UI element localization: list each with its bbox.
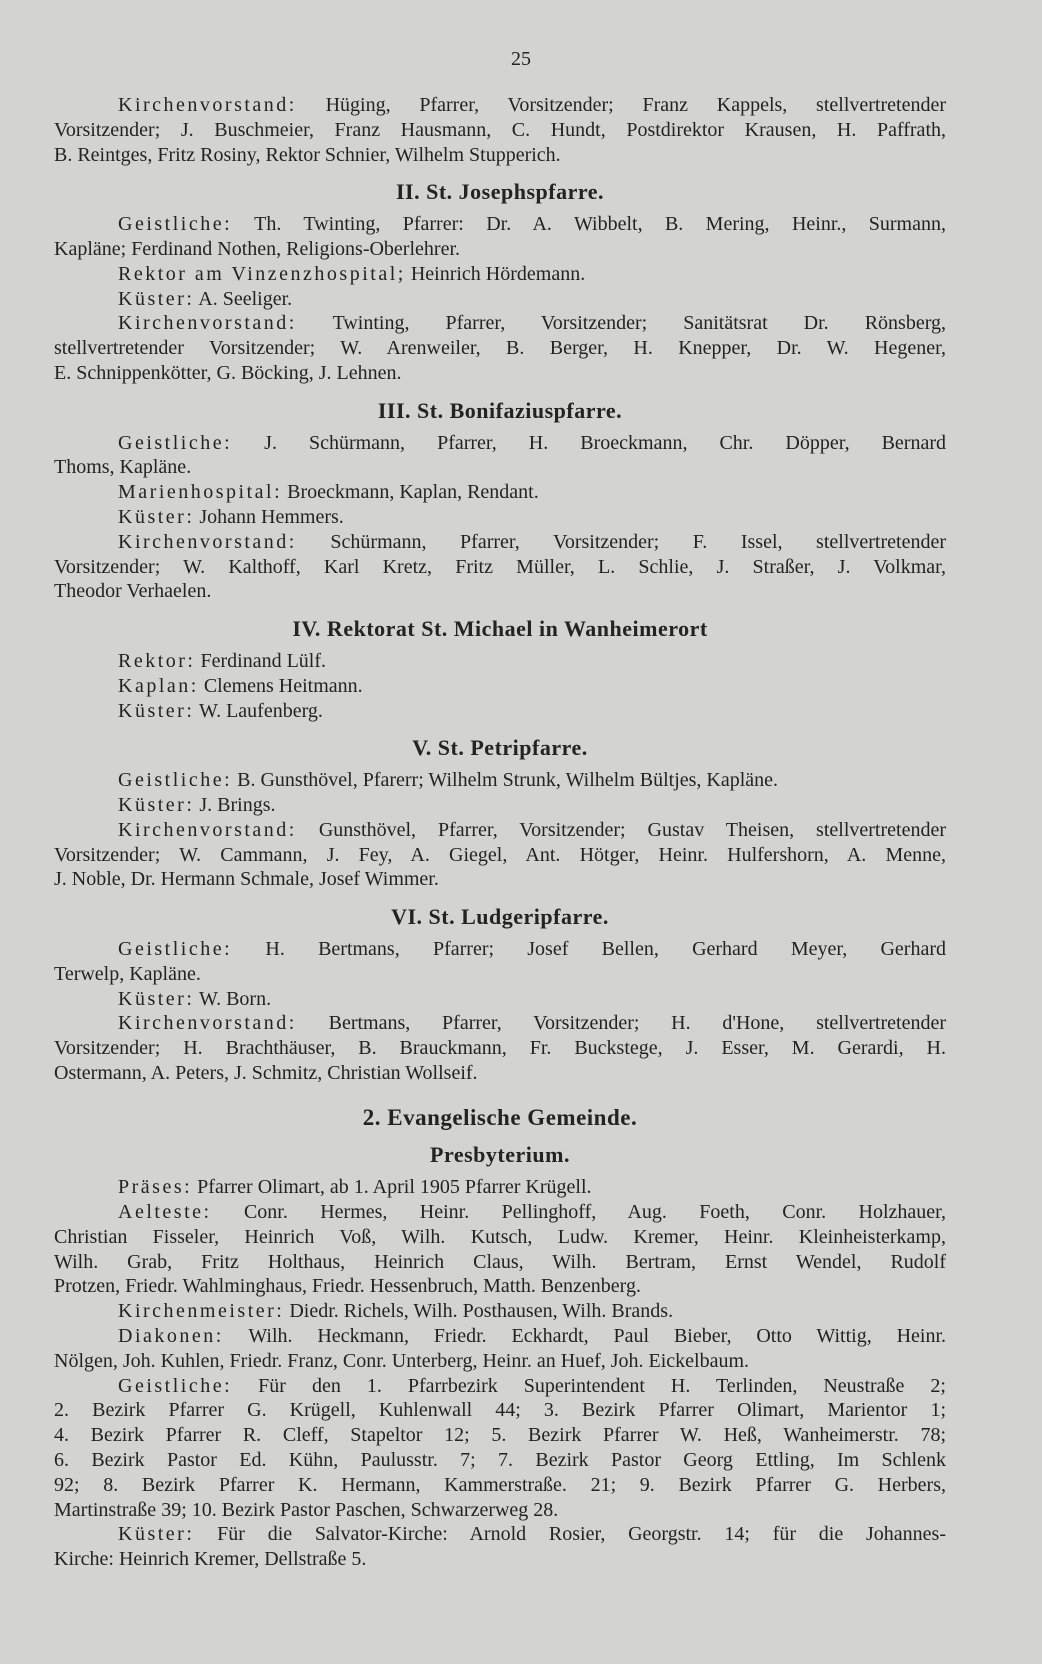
entry-text: Ferdinand Lülf. bbox=[195, 649, 327, 672]
entry-label: Küster: bbox=[118, 987, 195, 1010]
entry-label: Rektor am Vinzenzhospital; bbox=[118, 262, 406, 285]
text-line bbox=[54, 962, 946, 987]
entry-label: Küster: bbox=[118, 793, 195, 816]
text-line bbox=[54, 1200, 946, 1225]
paragraph bbox=[54, 1522, 946, 1572]
entry-label: Geistliche: bbox=[118, 1374, 233, 1397]
entry-label: Präses: bbox=[118, 1176, 193, 1199]
text-line bbox=[54, 768, 946, 793]
text-line bbox=[54, 843, 946, 868]
text-line bbox=[54, 1175, 946, 1200]
text-line bbox=[54, 1498, 946, 1523]
paragraph bbox=[54, 262, 946, 287]
page-number: 25 bbox=[511, 48, 531, 70]
text-line bbox=[54, 1299, 946, 1324]
paragraph bbox=[54, 649, 946, 674]
entry-text: Johann Hemmers. bbox=[194, 505, 344, 528]
entry-label: Geistliche: bbox=[118, 937, 233, 960]
section-heading: 2. Evangelische Gemeinde. bbox=[362, 1104, 638, 1130]
text-line bbox=[54, 1061, 946, 1086]
subsection-heading: II. St. Josephspfarre. bbox=[395, 179, 604, 205]
text-line bbox=[54, 1473, 946, 1498]
subsection-heading: VI. St. Ludgeripfarre. bbox=[391, 904, 609, 930]
text-line bbox=[54, 505, 946, 530]
text-line bbox=[54, 1547, 946, 1572]
text-line bbox=[54, 1036, 946, 1061]
entry-text: B. Gunsthövel, Pfarerr; Wilhelm Strunk, Wilhelm Bültjes, Kapläne. bbox=[232, 769, 779, 792]
text-line bbox=[54, 212, 946, 237]
entry-text: Terwelp, Kapläne. bbox=[54, 962, 201, 985]
text-line bbox=[54, 237, 946, 262]
entry-label: Rektor: bbox=[118, 649, 196, 672]
paragraph bbox=[54, 1324, 946, 1374]
entry-text: Kapläne; Ferdinand Nothen, Religions-Oberlehrer. bbox=[54, 237, 460, 260]
document-body bbox=[54, 93, 946, 1572]
text-line bbox=[54, 674, 946, 699]
entry-label: Marienhospital: bbox=[118, 481, 283, 504]
text-line bbox=[54, 143, 946, 168]
entry-text: W. Born. bbox=[194, 987, 272, 1010]
text-line bbox=[54, 1448, 946, 1473]
text-line bbox=[54, 1522, 946, 1547]
entry-text: Gunsthövel, Pfarrer, Vorsitzender; Gustav Theisen, stellvertretender bbox=[296, 818, 946, 841]
paragraph bbox=[54, 212, 946, 262]
entry-text: Kirche: Heinrich Kremer, Dellstraße 5. bbox=[54, 1548, 367, 1571]
entry-text: B. Reintges, Fritz Rosiny, Rektor Schnier, Wilhelm Stupperich. bbox=[54, 143, 561, 166]
entry-text: Vorsitzender; J. Buschmeier, Franz Hausmann, C. Hundt, Postdirektor Krausen, H. Paffrath, bbox=[54, 118, 946, 141]
text-line bbox=[54, 311, 946, 336]
text-line bbox=[54, 93, 946, 118]
text-line bbox=[54, 1324, 946, 1349]
subsection-heading: III. St. Bonifaziuspfarre. bbox=[377, 397, 623, 423]
entry-text: Martinstraße 39; 10. Bezirk Pastor Paschen, Schwarzerweg 28. bbox=[54, 1498, 559, 1521]
paragraph bbox=[54, 1299, 946, 1324]
entry-label: Geistliche: bbox=[118, 213, 233, 236]
text-line bbox=[54, 1225, 946, 1250]
entry-text: Ostermann, A. Peters, J. Schmitz, Christian Wollseif. bbox=[54, 1061, 478, 1084]
entry-text: Schürmann, Pfarrer, Vorsitzender; F. Issel, stellvertretender bbox=[296, 530, 946, 553]
text-line bbox=[54, 1274, 946, 1299]
text-line bbox=[54, 480, 946, 505]
paragraph bbox=[54, 93, 946, 167]
entry-label: Kirchenvorstand: bbox=[118, 530, 297, 553]
text-line bbox=[54, 867, 946, 892]
entry-text: Bertmans, Pfarrer, Vorsitzender; H. d'Hone, stellvertretender bbox=[296, 1012, 946, 1035]
paragraph bbox=[54, 987, 946, 1012]
entry-text: H. Bertmans, Pfarrer; Josef Bellen, Gerhard Meyer, Gerhard bbox=[232, 937, 946, 960]
text-line bbox=[54, 118, 946, 143]
entry-text: Pfarrer Olimart, ab 1. April 1905 Pfarrer Krügell. bbox=[192, 1176, 592, 1199]
entry-text: W. Laufenberg. bbox=[194, 699, 323, 722]
entry-text: Twinting, Pfarrer, Vorsitzender; Sanitätsrat Dr. Rönsberg, bbox=[296, 312, 946, 335]
text-line bbox=[54, 555, 946, 580]
text-line bbox=[54, 818, 946, 843]
entry-text: Hüging, Pfarrer, Vorsitzender; Franz Kappels, stellvertretender bbox=[296, 94, 946, 116]
entry-label: Diakonen: bbox=[118, 1325, 224, 1348]
text-line bbox=[54, 579, 946, 604]
paragraph bbox=[54, 768, 946, 793]
entry-text: 4. Bezirk Pfarrer R. Cleff, Stapeltor 12; 5. Bezirk Pfarrer W. Heß, Wanheimerstr. 78; bbox=[54, 1424, 946, 1447]
entry-text: Th. Twinting, Pfarrer: Dr. A. Wibbelt, B. Mering, Heinr., Surmann, bbox=[232, 213, 946, 236]
entry-text: 6. Bezirk Pastor Ed. Kühn, Paulusstr. 7; 7. Bezirk Pastor Georg Ettling, Im Schlenk bbox=[54, 1449, 946, 1472]
paragraph bbox=[54, 937, 946, 987]
text-line bbox=[54, 699, 946, 724]
entry-text: Wilh. Heckmann, Friedr. Eckhardt, Paul Bieber, Otto Wittig, Heinr. bbox=[223, 1325, 946, 1348]
entry-label: Kirchenvorstand: bbox=[118, 1012, 297, 1035]
entry-text: Broeckmann, Kaplan, Rendant. bbox=[282, 481, 539, 504]
subsection-heading: V. St. Petripfarre. bbox=[412, 735, 588, 761]
entry-text: Christian Fisseler, Heinrich Voß, Wilh. Kutsch, Ludw. Kremer, Heinr. Kleinheisterkamp, bbox=[54, 1225, 946, 1248]
text-line bbox=[54, 455, 946, 480]
paragraph bbox=[54, 431, 946, 481]
text-line bbox=[54, 431, 946, 456]
entry-text: A. Seeliger. bbox=[194, 287, 293, 310]
text-line bbox=[54, 1423, 946, 1448]
entry-text: Conr. Hermes, Heinr. Pellinghoff, Aug. Foeth, Conr. Holzhauer, bbox=[211, 1201, 946, 1224]
entry-text: Heinrich Hördemann. bbox=[405, 262, 586, 285]
entry-label: Kaplan: bbox=[118, 674, 199, 697]
paragraph bbox=[54, 1374, 946, 1523]
text-line bbox=[54, 1011, 946, 1036]
paragraph bbox=[54, 287, 946, 312]
entry-text: Für den 1. Pfarrbezirk Superintendent H. Terlinden, Neustraße 2; bbox=[232, 1374, 946, 1397]
text-line bbox=[54, 1374, 946, 1399]
paragraph bbox=[54, 699, 946, 724]
subsection-heading: IV. Rektorat St. Michael in Wanheimerort bbox=[292, 616, 708, 642]
text-line bbox=[54, 262, 946, 287]
paragraph bbox=[54, 1200, 946, 1299]
entry-label: Aelteste: bbox=[118, 1201, 212, 1224]
paragraph bbox=[54, 793, 946, 818]
text-line bbox=[54, 336, 946, 361]
entry-text: E. Schnippenkötter, G. Böcking, J. Lehnen. bbox=[54, 361, 402, 384]
paragraph bbox=[54, 480, 946, 505]
entry-text: 92; 8. Bezirk Pfarrer K. Hermann, Kammerstraße. 21; 9. Bezirk Pfarrer G. Herbers, bbox=[54, 1473, 946, 1496]
entry-label: Kirchenvorstand: bbox=[118, 94, 297, 116]
entry-text: Vorsitzender; W. Kalthoff, Karl Kretz, Fritz Müller, L. Schlie, J. Straßer, J. Volkmar, bbox=[54, 555, 946, 578]
paragraph bbox=[54, 505, 946, 530]
text-line bbox=[54, 1398, 946, 1423]
entry-label: Geistliche: bbox=[118, 431, 233, 454]
entry-label: Küster: bbox=[118, 1523, 195, 1546]
entry-label: Küster: bbox=[118, 505, 195, 528]
entry-text: Vorsitzender; H. Brachthäuser, B. Brauckmann, Fr. Buckstege, J. Esser, M. Gerardi, H. bbox=[54, 1037, 946, 1060]
paragraph bbox=[54, 1175, 946, 1200]
entry-text: J. Noble, Dr. Hermann Schmale, Josef Wimmer. bbox=[54, 868, 439, 891]
paragraph bbox=[54, 311, 946, 385]
entry-text: stellvertretender Vorsitzender; W. Arenweiler, B. Berger, H. Knepper, Dr. W. Hegener, bbox=[54, 337, 946, 360]
entry-label: Küster: bbox=[118, 287, 195, 310]
entry-text: J. Schürmann, Pfarrer, H. Broeckmann, Chr. Döpper, Bernard bbox=[232, 431, 946, 454]
entry-text: Nölgen, Joh. Kuhlen, Friedr. Franz, Conr. Unterberg, Heinr. an Huef, Joh. Eickelbaum. bbox=[54, 1349, 750, 1372]
text-line bbox=[54, 287, 946, 312]
entry-text: Für die Salvator-Kirche: Arnold Rosier, Georgstr. 14; für die Johannes- bbox=[194, 1523, 946, 1546]
entry-text: J. Brings. bbox=[194, 793, 276, 816]
paragraph bbox=[54, 818, 946, 892]
paragraph bbox=[54, 1011, 946, 1085]
paragraph bbox=[54, 530, 946, 604]
subsection-heading: Presbyterium. bbox=[430, 1142, 570, 1168]
text-line bbox=[54, 530, 946, 555]
entry-text: Thoms, Kapläne. bbox=[54, 456, 192, 479]
entry-label: Kirchenvorstand: bbox=[118, 312, 297, 335]
entry-text: Clemens Heitmann. bbox=[198, 674, 363, 697]
text-line bbox=[54, 1250, 946, 1275]
entry-text: Vorsitzender; W. Cammann, J. Fey, A. Giegel, Ant. Hötger, Heinr. Hulfershorn, A. Menne, bbox=[54, 843, 946, 866]
text-line bbox=[54, 649, 946, 674]
paragraph bbox=[54, 674, 946, 699]
entry-text: Theodor Verhaelen. bbox=[54, 580, 212, 603]
entry-text: 2. Bezirk Pfarrer G. Krügell, Kuhlenwall 44; 3. Bezirk Pfarrer Olimart, Marientor 1; bbox=[54, 1399, 946, 1422]
entry-label: Küster: bbox=[118, 699, 195, 722]
text-line bbox=[54, 793, 946, 818]
text-line bbox=[54, 361, 946, 386]
entry-text: Protzen, Friedr. Wahlminghaus, Friedr. Hessenbruch, Matth. Benzenberg. bbox=[54, 1275, 641, 1298]
entry-text: Diedr. Richels, Wilh. Posthausen, Wilh. Brands. bbox=[284, 1300, 674, 1323]
entry-label: Kirchenvorstand: bbox=[118, 818, 297, 841]
text-line bbox=[54, 987, 946, 1012]
entry-label: Kirchenmeister: bbox=[118, 1300, 285, 1323]
entry-text: Wilh. Grab, Fritz Holthaus, Heinrich Claus, Wilh. Bertram, Ernst Wendel, Rudolf bbox=[54, 1250, 946, 1273]
entry-label: Geistliche: bbox=[118, 769, 233, 792]
text-line bbox=[54, 1349, 946, 1374]
text-line bbox=[54, 937, 946, 962]
